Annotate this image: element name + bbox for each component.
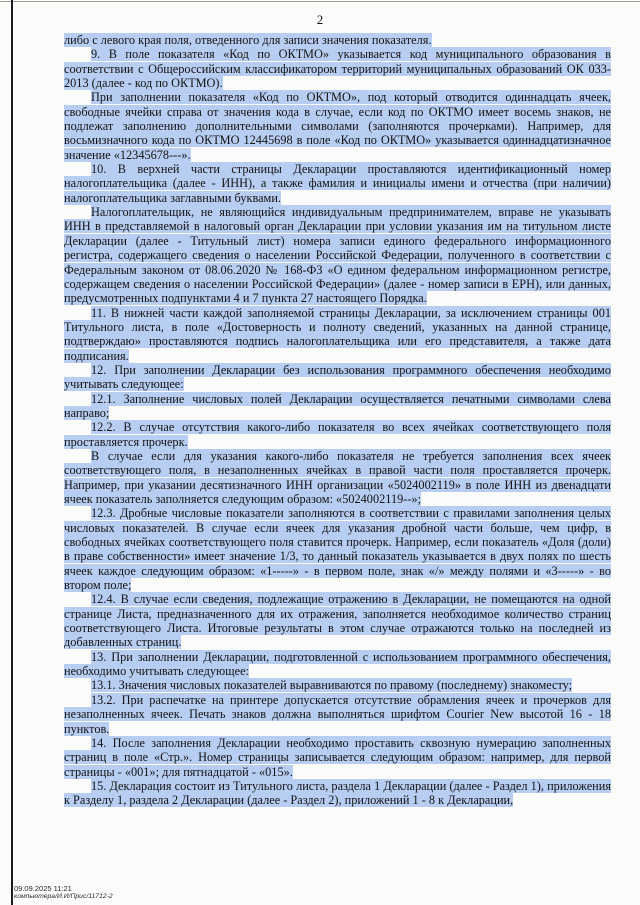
selected-text: В случае если для указания какого-либо показателя не требуется заполнения всех ячеек соответствующего поля, в незаполненных ячейках в правой части поля проставляется прочерк. Например, при указании десятизначного ИНН организации «5024002119» в поле ИНН из двенадцати ячеек показатель заполняется следующим образом: «5024002119--»; (64, 448, 611, 506)
page-number: 2 (316, 12, 324, 27)
selected-text: 13.2. При распечатке на принтере допускается отсутствие обрамления ячеек и прочерков для незаполненных ячеек. Печать знаков должна выполняться шрифтом Courier New высотой 16 - 18 пунктов. (64, 692, 611, 736)
selected-text: 13.1. Значения числовых показателей выравниваются по правому (последнему) знакоместу; (91, 678, 573, 693)
paragraph-13 (64, 650, 611, 679)
paragraph-11 (64, 306, 611, 363)
paragraph-14 (64, 736, 611, 779)
paragraph-12-1 (64, 392, 611, 421)
paragraph-10 (64, 162, 611, 205)
paragraph-9-note (64, 90, 611, 162)
selected-text: При заполнении показателя «Код по ОКТМО», под который отводится одиннадцать ячеек, свободные ячейки справа от значения кода в случае, если код по ОКТМО имеет восемь знаков, не подлежат заполнению дополнительными символами (заполняются прочерками). Например, для восьмизначного кода по ОКТМО 12445698 в поле «Код по ОКТМО» указывается одиннадцатизначное значение «12345678---». (64, 90, 611, 162)
paragraph-12-2-note (64, 449, 611, 506)
selected-text: 12.3. Дробные числовые показатели заполняются в соответствии с правилами заполнения целых числовых показателей. В случае если ячеек для указания дробной части больше, чем цифр, в свободных ячейках соответствующего поля ставится прочерк. Например, если показатель «Доля (доли) в праве собственности» имеет значение 1/3, то данный показатель указывается в двух полях по шесть ячеек каждое следующим образом: «1-----» - в первом поле, знак «/» между полями и «3-----» - во втором поле; (64, 506, 611, 593)
paragraph-15 (64, 779, 611, 808)
print-footer (14, 884, 113, 902)
selected-text: 12. При заполнении Декларации без использования программного обеспечения необходимо учитывать следующее: (64, 362, 611, 392)
selected-text: 11. В нижней части каждой заполняемой страницы Декларации, за исключением страницы 001 Титульного листа, в поле «Достоверность и полноту сведений, указанных на данной странице, подтверждаю» проставляются подпись налогоплательщика или его представителя, а также дата подписания. (64, 305, 611, 363)
paragraph-9 (64, 47, 611, 90)
selected-text: 13. При заполнении Декларации, подготовленной с использованием программного обеспечения, необходимо учитывать следующее: (64, 649, 611, 679)
paragraph-12-3 (64, 506, 611, 592)
paragraph-10-note (64, 205, 611, 305)
paragraph-continuation (64, 33, 611, 47)
selected-text: 12.2. В случае отсутствия какого-либо показателя во всех ячейках соответствующего поля проставляется прочерк. (64, 420, 611, 449)
paragraph-12-2 (64, 420, 611, 449)
print-timestamp: 09.09.2025 11:21 (14, 883, 72, 893)
document-code: компьютера/И.И/Прис/11712-2 (14, 892, 113, 900)
scan-left-binding-line (11, 0, 13, 905)
paragraph-12 (64, 363, 611, 392)
paragraph-13-2 (64, 693, 611, 736)
selected-text: 9. В поле показателя «Код по ОКТМО» указывается код муниципального образования в соответствии с Общероссийским классификатором территорий муниципальных образований ОК 033-2013 (далее - код по ОКТМО). (64, 47, 611, 91)
selected-text: 12.1. Заполнение числовых полей Декларации осуществляется печатными символами слева направо; (64, 391, 611, 420)
selected-text: 14. После заполнения Декларации необходимо проставить сквозную нумерацию заполненных страниц в поле «Стр.». Номер страницы записывается следующим образом: например, для первой страницы - «001»; для пятнадцатой - «015». (64, 735, 611, 779)
selected-text: 10. В верхней части страницы Декларации проставляются идентификационный номер налогоплательщика (далее - ИНН), а также фамилия и инициалы имени и отчества (при наличии) налогоплательщика заглавными буквами. (64, 162, 611, 205)
selected-text: 15. Декларация состоит из Титульного листа, раздела 1 Декларации (далее - Раздел 1), приложения к Разделу 1, раздела 2 Декларации (далее - Раздел 2), приложений 1 - 8 к Декларации, (64, 778, 611, 808)
selected-text: 12.4. В случае если сведения, подлежащие отражению в Декларации, не помещаются на одной странице Листа, предназначенного для их отражения, заполняется необходимое количество страниц соответствующего Листа. Итоговые результаты в этом случае отражаются только на последней из добавленных страниц. (64, 592, 611, 650)
document-body (64, 33, 611, 808)
selected-text: либо с левого края поля, отведенного для записи значения показателя. (64, 33, 432, 47)
selected-text: Налогоплательщик, не являющийся индивидуальным предпринимателем, вправе не указывать ИНН в представляемой в налоговый орган Декларации при условии указания им на титульном листе Декларации (далее - Титульный лист) номера записи единого федерального информационного регистра, содержащего сведения о населении Российской Федерации, полученного в соответствии с Федеральным законом от 08.06.2020 № 168-ФЗ «О едином федеральном информационном регистре, содержащем сведения о населении Российской Федерации» (далее - номер записи в ЕРН), или данных, предусмотренных подпунктами 4 и 7 пункта 27 настоящего Порядка. (64, 205, 611, 306)
paragraph-12-4 (64, 592, 611, 649)
scan-top-edge-line (0, 1, 640, 2)
paragraph-13-1 (64, 678, 611, 692)
